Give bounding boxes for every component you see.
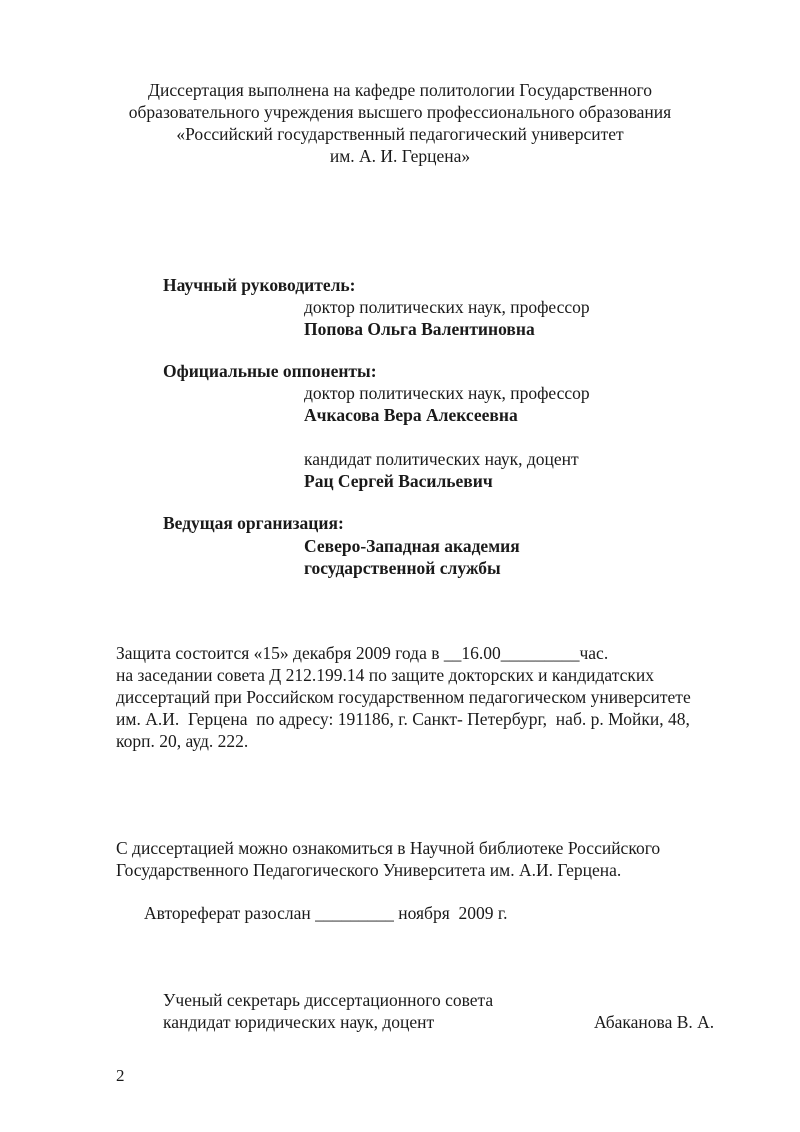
secretary-name: Абаканова В. А.: [594, 1012, 715, 1032]
header-line-4: им. А. И. Герцена»: [329, 146, 471, 166]
abstract-sent-line: Автореферат разослан _________ ноября 2009 г.: [144, 903, 508, 923]
opponent-2-name: Рац Сергей Васильевич: [304, 471, 493, 491]
secretary-degree: кандидат юридических наук, доцент: [163, 1012, 435, 1032]
lead-org-line-1: Северо-Западная академия: [304, 536, 520, 556]
lead-org-heading: Ведущая организация:: [163, 513, 344, 533]
library-line-2: Государственного Педагогического Университета им. А.И. Герцена.: [116, 860, 622, 880]
defense-line-5: корп. 20, ауд. 222.: [116, 731, 249, 751]
defense-line-1: Защита состоится «15» декабря 2009 года в __16.00_________час.: [116, 643, 609, 663]
library-line-1: С диссертацией можно ознакомиться в Научной библиотеке Российского: [116, 838, 661, 858]
page-number: 2: [116, 1066, 125, 1085]
supervisor-name: Попова Ольга Валентиновна: [304, 319, 535, 339]
header-line-2: образовательного учреждения высшего профессионального образования: [128, 102, 672, 122]
lead-org-line-2: государственной службы: [304, 558, 501, 578]
opponent-2-degree: кандидат политических наук, доцент: [304, 449, 579, 469]
header-line-3: «Российский государственный педагогический университет: [176, 124, 624, 144]
defense-line-2: на заседании совета Д 212.199.14 по защите докторских и кандидатских: [116, 665, 654, 685]
defense-line-4: им. А.И. Герцена по адресу: 191186, г. Санкт- Петербург, наб. р. Мойки, 48,: [116, 709, 690, 729]
supervisor-heading: Научный руководитель:: [163, 275, 356, 295]
header-line-1: Диссертация выполнена на кафедре политологии Государственного: [148, 80, 652, 100]
supervisor-degree: доктор политических наук, профессор: [304, 297, 590, 317]
opponents-heading: Официальные оппоненты:: [163, 361, 377, 381]
defense-line-3: диссертаций при Российском государственном педагогическом университете: [116, 687, 691, 707]
opponent-1-degree: доктор политических наук, профессор: [304, 383, 590, 403]
opponent-1-name: Ачкасова Вера Алексеевна: [304, 405, 518, 425]
secretary-title: Ученый секретарь диссертационного совета: [163, 990, 494, 1010]
